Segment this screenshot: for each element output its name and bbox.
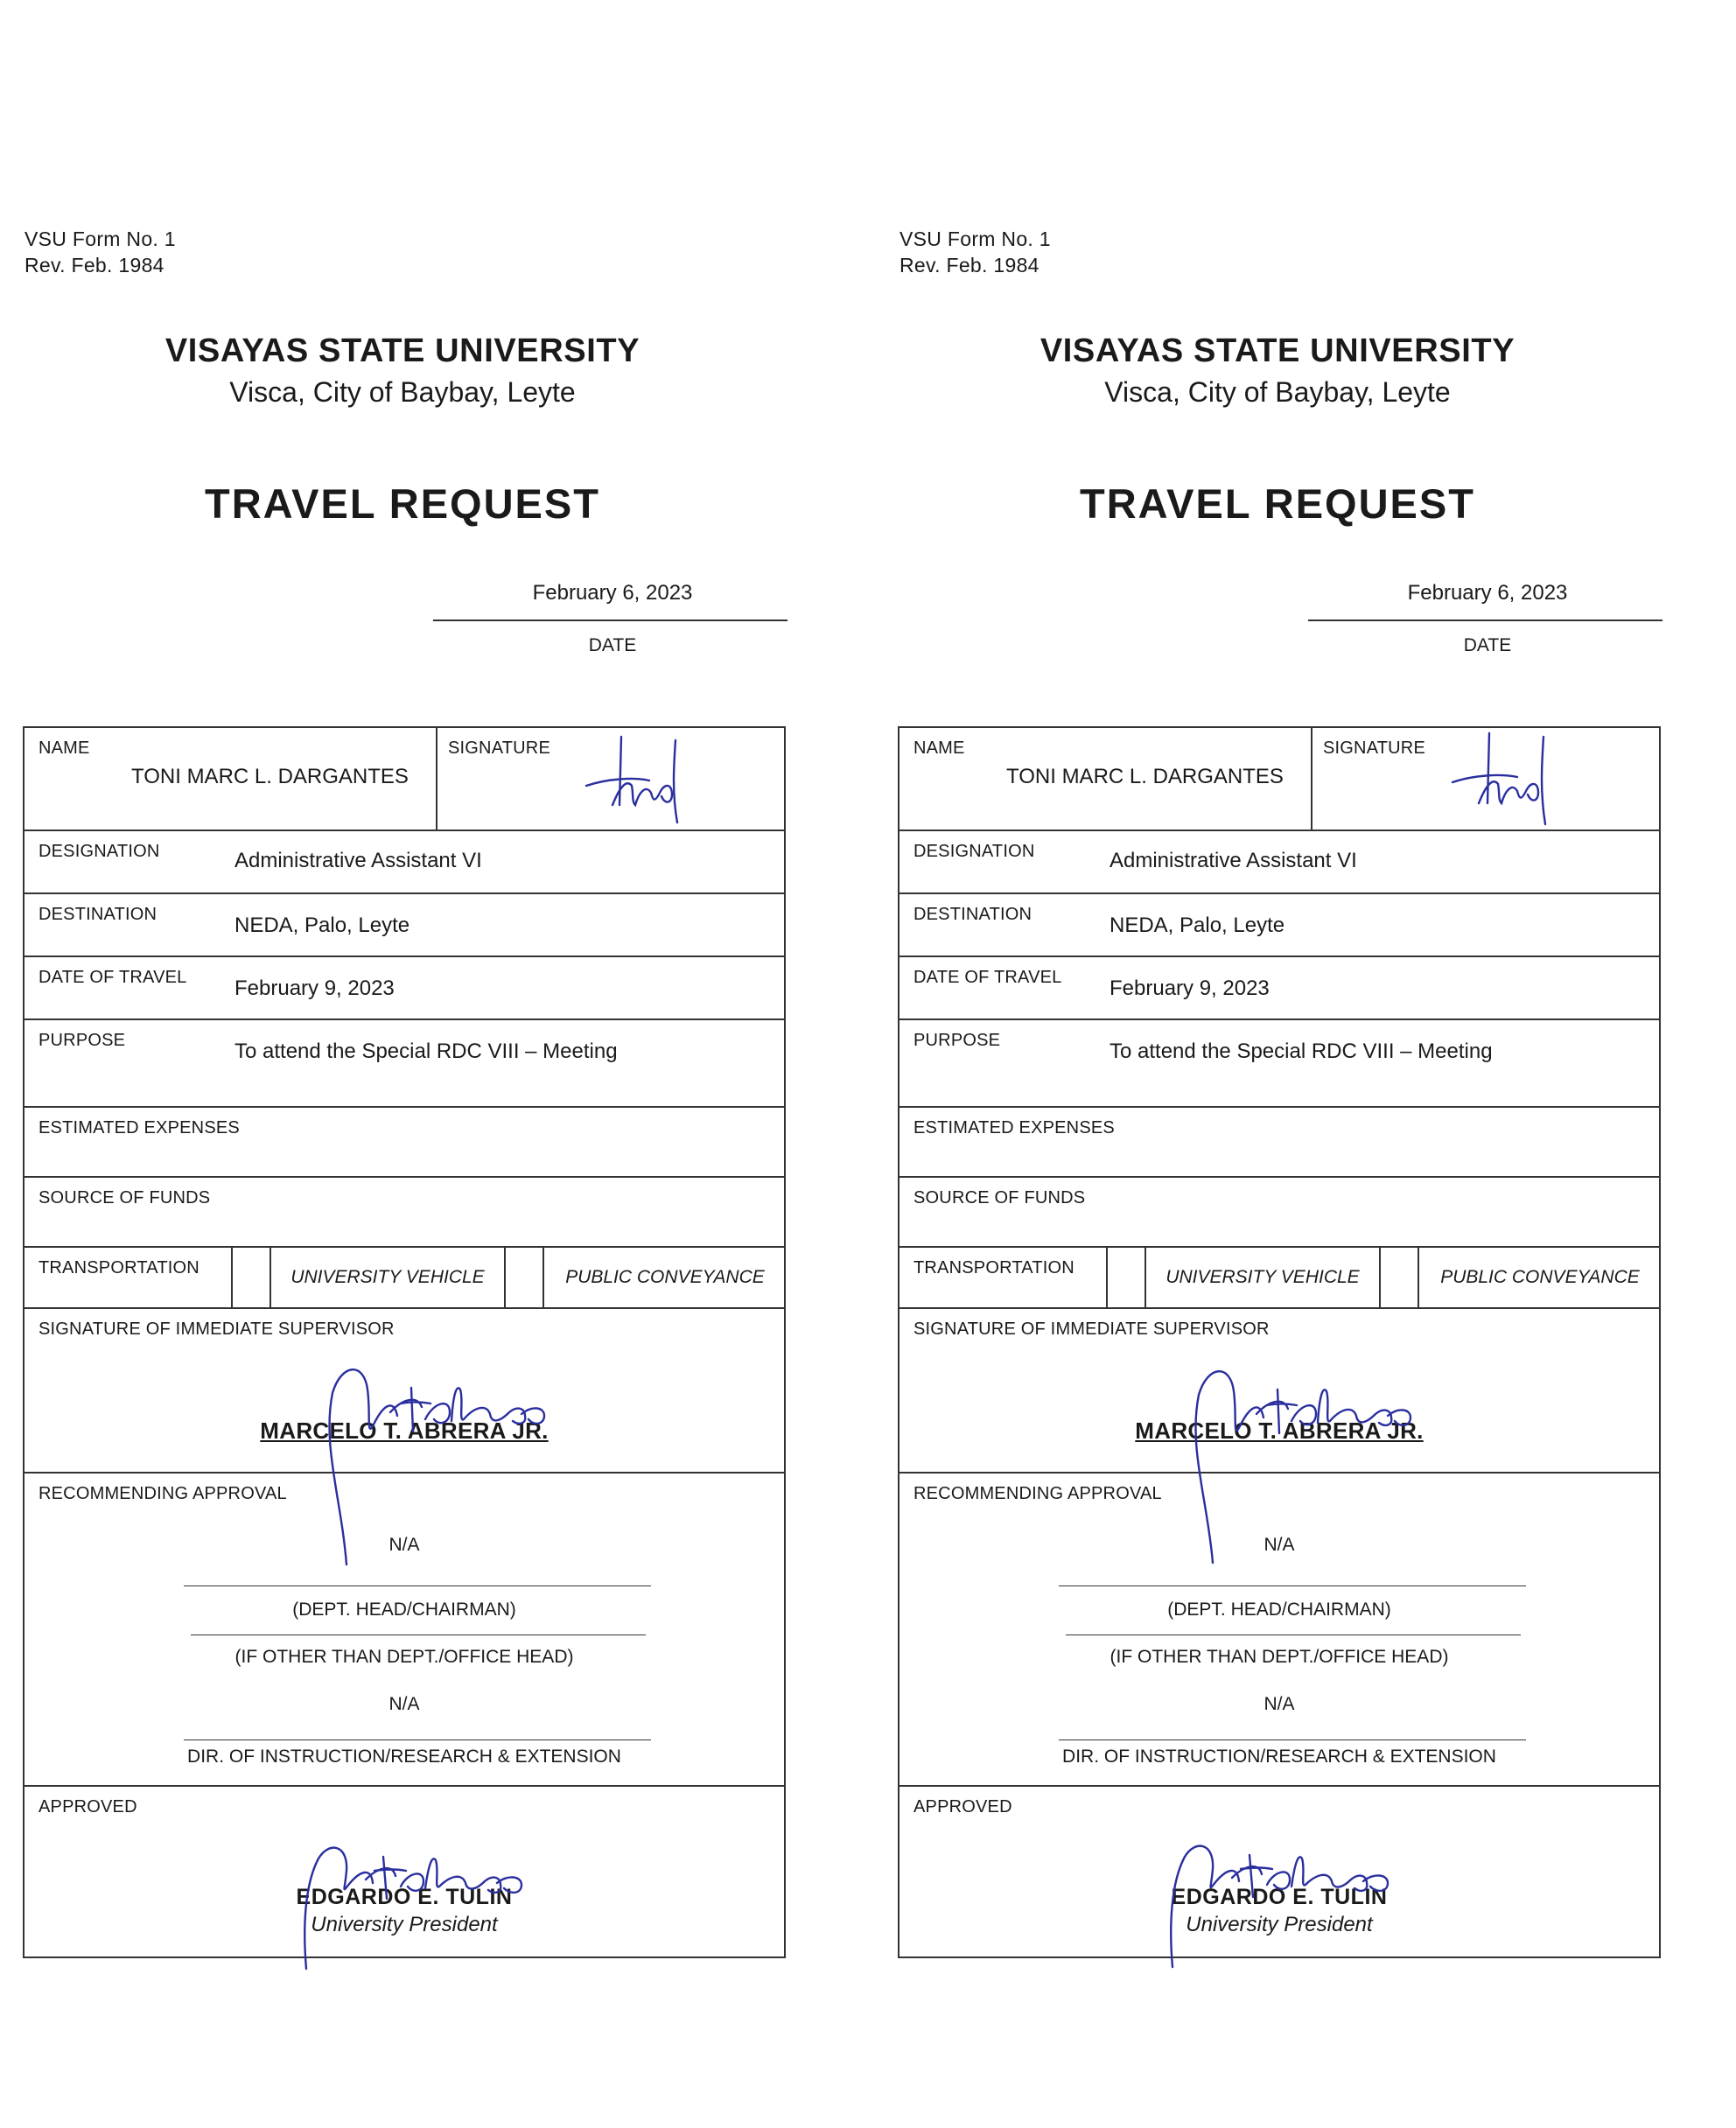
recommending-value-2: N/A xyxy=(388,1694,420,1714)
date-line xyxy=(433,620,788,621)
estimated-expenses-label: ESTIMATED EXPENSES xyxy=(38,1118,240,1138)
row-divider xyxy=(24,1018,784,1020)
supervisor-name: MARCELO T. ABRERA JR. xyxy=(1135,1418,1424,1444)
designation-label: DESIGNATION xyxy=(914,842,1035,861)
name-value: TONI MARC L. DARGANTES xyxy=(1006,765,1284,788)
travel-request-table xyxy=(23,726,786,1958)
designation-value: Administrative Assistant VI xyxy=(1110,849,1357,872)
row-divider xyxy=(24,956,784,957)
transportation-label: TRANSPORTATION xyxy=(38,1258,200,1278)
supervisor-label: SIGNATURE OF IMMEDIATE SUPERVISOR xyxy=(914,1320,1270,1339)
dept-head-caption: (DEPT. HEAD/CHAIRMAN) xyxy=(292,1600,516,1620)
approver-title: University President xyxy=(1186,1913,1373,1936)
request-date-value: February 6, 2023 xyxy=(1407,581,1568,605)
row-divider xyxy=(900,830,1659,831)
recommending-value-1: N/A xyxy=(1264,1535,1295,1555)
col-divider xyxy=(231,1246,233,1307)
row-divider xyxy=(24,1472,784,1474)
travel-request-table xyxy=(898,726,1661,1958)
row-divider xyxy=(900,1472,1659,1474)
option-public-conveyance: PUBLIC CONVEYANCE xyxy=(565,1267,765,1287)
form-revision: Rev. Feb. 1984 xyxy=(900,254,1040,276)
request-date-value: February 6, 2023 xyxy=(532,581,693,605)
recommending-value-2: N/A xyxy=(1264,1694,1295,1714)
other-head-caption: (IF OTHER THAN DEPT./OFFICE HEAD) xyxy=(1110,1647,1449,1667)
row-divider xyxy=(900,1106,1659,1108)
row-divider xyxy=(24,892,784,894)
university-name: VISAYAS STATE UNIVERSITY xyxy=(1040,332,1516,369)
form-title: TRAVEL REQUEST xyxy=(205,480,600,527)
supervisor-label: SIGNATURE OF IMMEDIATE SUPERVISOR xyxy=(38,1320,395,1339)
signature-line xyxy=(1066,1634,1521,1635)
purpose-value: To attend the Special RDC VIII – Meeting xyxy=(234,1040,618,1063)
approver-title: University President xyxy=(311,1913,498,1936)
university-name: VISAYAS STATE UNIVERSITY xyxy=(164,332,640,369)
date-of-travel-label: DATE OF TRAVEL xyxy=(914,968,1062,987)
university-address: Visca, City of Baybay, Leyte xyxy=(229,376,576,408)
destination-label: DESTINATION xyxy=(914,905,1032,924)
col-divider xyxy=(1379,1246,1381,1307)
form-copy-2 xyxy=(875,0,1715,2128)
source-of-funds-label: SOURCE OF FUNDS xyxy=(914,1188,1086,1208)
form-copy-1 xyxy=(0,0,840,2128)
form-number: VSU Form No. 1 xyxy=(900,228,1051,250)
row-divider xyxy=(24,1106,784,1108)
col-divider xyxy=(1106,1246,1108,1307)
recommending-label: RECOMMENDING APPROVAL xyxy=(38,1484,287,1503)
form-number-block xyxy=(900,226,1051,278)
estimated-expenses-label: ESTIMATED EXPENSES xyxy=(914,1118,1115,1138)
designation-label: DESIGNATION xyxy=(38,842,160,861)
other-head-caption: (IF OTHER THAN DEPT./OFFICE HEAD) xyxy=(234,1647,574,1667)
approved-label: APPROVED xyxy=(914,1797,1012,1816)
dept-head-caption: (DEPT. HEAD/CHAIRMAN) xyxy=(1167,1600,1391,1620)
designation-value: Administrative Assistant VI xyxy=(234,849,482,872)
signature-label: SIGNATURE xyxy=(448,738,550,758)
transportation-label: TRANSPORTATION xyxy=(914,1258,1074,1278)
row-divider xyxy=(900,1176,1659,1178)
row-divider xyxy=(900,1307,1659,1309)
director-caption: DIR. OF INSTRUCTION/RESEARCH & EXTENSION xyxy=(1062,1746,1496,1767)
date-of-travel-value: February 9, 2023 xyxy=(1110,976,1270,1000)
director-caption: DIR. OF INSTRUCTION/RESEARCH & EXTENSION xyxy=(187,1746,621,1767)
form-number-block xyxy=(24,226,176,278)
date-of-travel-label: DATE OF TRAVEL xyxy=(38,968,187,987)
requester-signature xyxy=(1447,730,1561,835)
option-university-vehicle: UNIVERSITY VEHICLE xyxy=(290,1267,485,1287)
recommending-value-1: N/A xyxy=(388,1535,420,1555)
destination-label: DESTINATION xyxy=(38,905,158,924)
approver-name: EDGARDO E. TULIN xyxy=(296,1885,513,1909)
signature-line xyxy=(191,1634,646,1635)
request-date-label: DATE xyxy=(1463,635,1512,655)
university-address: Visca, City of Baybay, Leyte xyxy=(1104,376,1451,408)
col-divider xyxy=(436,728,438,830)
purpose-label: PURPOSE xyxy=(914,1031,1001,1050)
name-value: TONI MARC L. DARGANTES xyxy=(131,765,409,788)
form-title: TRAVEL REQUEST xyxy=(1080,480,1475,527)
row-divider xyxy=(900,1785,1659,1787)
option-university-vehicle: UNIVERSITY VEHICLE xyxy=(1166,1267,1360,1287)
date-of-travel-value: February 9, 2023 xyxy=(234,976,395,1000)
name-label: NAME xyxy=(914,738,965,758)
row-divider xyxy=(900,956,1659,957)
row-divider xyxy=(900,1018,1659,1020)
row-divider xyxy=(24,1246,784,1248)
supervisor-name: MARCELO T. ABRERA JR. xyxy=(260,1418,549,1444)
col-divider xyxy=(504,1246,506,1307)
date-line xyxy=(1308,620,1662,621)
row-divider xyxy=(24,1785,784,1787)
purpose-label: PURPOSE xyxy=(38,1031,126,1050)
col-divider xyxy=(1311,728,1312,830)
source-of-funds-label: SOURCE OF FUNDS xyxy=(38,1188,211,1208)
approved-label: APPROVED xyxy=(38,1797,137,1816)
signature-label: SIGNATURE xyxy=(1323,738,1425,758)
recommending-label: RECOMMENDING APPROVAL xyxy=(914,1484,1162,1503)
option-public-conveyance: PUBLIC CONVEYANCE xyxy=(1440,1267,1640,1287)
row-divider xyxy=(24,1307,784,1309)
destination-value: NEDA, Palo, Leyte xyxy=(1110,914,1285,937)
form-number: VSU Form No. 1 xyxy=(24,228,176,250)
row-divider xyxy=(24,830,784,831)
row-divider xyxy=(900,1246,1659,1248)
row-divider xyxy=(900,892,1659,894)
requester-signature xyxy=(581,732,695,836)
row-divider xyxy=(24,1176,784,1178)
request-date-label: DATE xyxy=(588,635,637,655)
approver-name: EDGARDO E. TULIN xyxy=(1171,1885,1388,1909)
form-revision: Rev. Feb. 1984 xyxy=(24,254,164,276)
purpose-value: To attend the Special RDC VIII – Meeting xyxy=(1110,1040,1493,1063)
destination-value: NEDA, Palo, Leyte xyxy=(234,914,410,937)
name-label: NAME xyxy=(38,738,90,758)
